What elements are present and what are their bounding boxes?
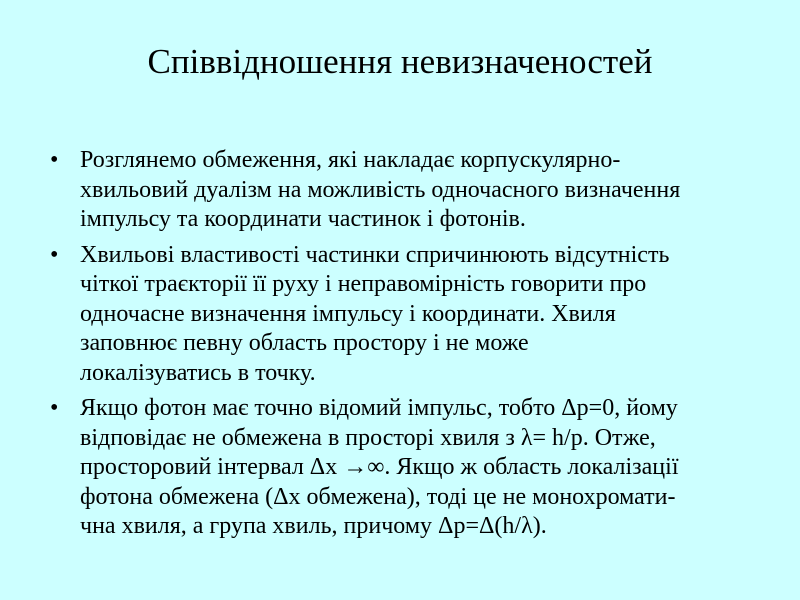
bullet-item-3: [48, 394, 768, 542]
bullet-3-line-1: Якщо фотон має точно відомий імпульс, тобто Δp=0, йому: [80, 395, 678, 421]
bullet-list: [48, 146, 768, 548]
bullet-1-line-1: Розглянемо обмеження, які накладає корпускулярно-: [80, 147, 621, 173]
bullet-2-line-2: чіткої траєкторії її руху і неправомірність говорити про: [80, 271, 647, 297]
bullet-2-line-4: заповнює певну область простору і не може: [80, 330, 529, 356]
bullet-2-line-1: Хвильові властивості частинки спричинюють відсутність: [80, 241, 670, 268]
bullet-2-line-3: одночасне визначення імпульсу і координати. Хвиля: [80, 300, 616, 327]
bullet-2-line-5: локалізуватись в точку.: [80, 359, 316, 386]
bullet-3-line-4: фотона обмежена (Δx обмежена), тоді це не монохромати-: [80, 483, 676, 510]
bullet-marker: •: [50, 395, 59, 421]
bullet-item-2: [48, 241, 768, 389]
bullet-marker: •: [50, 241, 59, 268]
bullet-1-line-2: хвильовий дуалізм на можливість одночасного визначення: [80, 176, 681, 203]
bullet-3-line-2: відповідає не обмежена в просторі хвиля з λ= h/p. Отже,: [80, 424, 656, 451]
bullet-1-line-3: імпульсу та координати частинок і фотонів.: [80, 206, 526, 232]
slide-title: Співвідношення невизначеностей: [147, 42, 653, 81]
bullet-item-1: [48, 146, 768, 235]
bullet-marker: •: [50, 147, 59, 173]
bullet-3-line-3: просторовий інтервал Δx →∞. Якщо ж область локалізації: [80, 454, 679, 480]
bullet-3-line-5: чна хвиля, а група хвиль, причому Δp=Δ(h/λ).: [80, 513, 547, 539]
